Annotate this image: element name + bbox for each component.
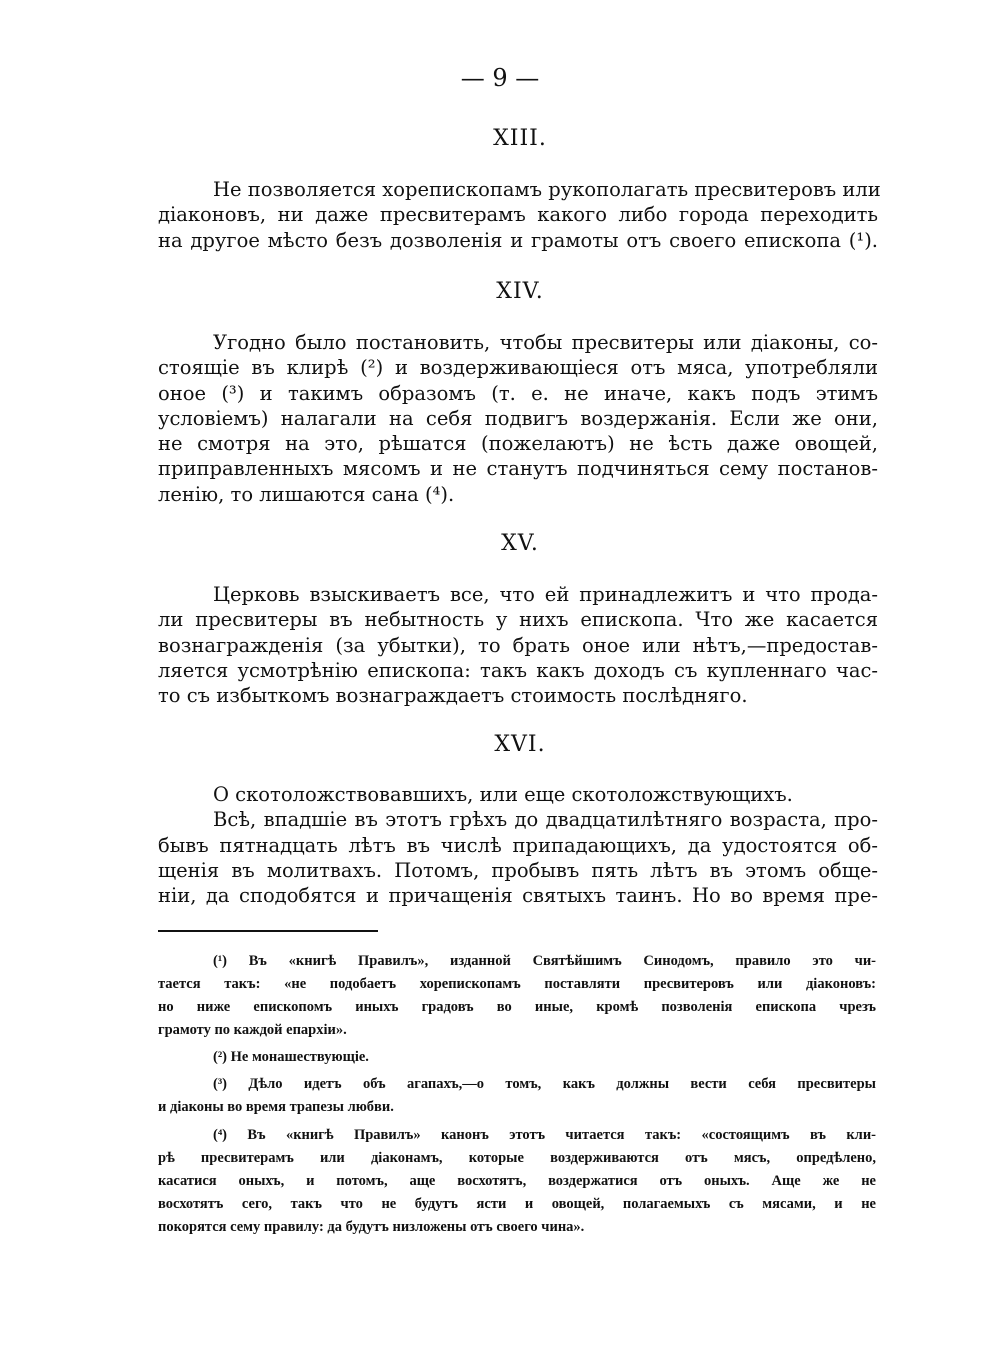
text-line: діаконовъ, ни даже пресвитерамъ какого либо города переходить (158, 203, 878, 227)
text-line: ленію, то лишаются сана (⁴). (158, 482, 455, 506)
footnote-1 (158, 950, 876, 1042)
footnote-line: (⁴) Въ «книгѣ Правилъ» канонъ этотъ читается такъ: «состоящимъ въ кли- (213, 1127, 876, 1143)
text-line: Не позволяется хорепископамъ рукополагать пресвитеровъ или (213, 178, 881, 201)
text-line: стоящіе въ клирѣ (²) и воздерживающіеся отъ мяса, употребляли (158, 356, 878, 380)
text-line: не смотря на это, рѣшатся (пожелаютъ) не ѣсть даже овощей, (158, 432, 878, 456)
section-heading: XIII. (493, 126, 547, 151)
section-heading: XV. (501, 531, 539, 556)
text-line: условіемъ) налагали на себя подвигъ воздержанія. Если же они, (158, 406, 878, 430)
text-line: бывъ пятнадцать лѣтъ въ числѣ припадающихъ, да удостоятся об- (158, 833, 878, 857)
section-heading: XVI. (494, 732, 546, 757)
footnote-line: грамоту по каждой епархіи». (158, 1022, 347, 1038)
text-line: вознагражденія (за убытки), то брать оное или нѣтъ,—предостав- (158, 633, 878, 657)
footnote-line: (²) Не монашествующіе. (213, 1049, 369, 1065)
text-line: Угодно было постановить, чтобы пресвитеры или діаконы, со- (213, 331, 878, 354)
text-line: ніи, да сподобятся и причащенія святыхъ таинъ. Но во время пре- (158, 884, 878, 908)
footnote-line: рѣ пресвитерамъ или діаконамъ, которые воздерживаются отъ мясъ, опредѣлено, (158, 1150, 876, 1166)
footnote-line: касатися оныхъ, и потомъ, аще восхотятъ, воздержатися отъ оныхъ. Аще же не (158, 1173, 876, 1189)
footnote-line: (¹) Въ «книгѣ Правилъ», изданной Святѣйшимъ Синодомъ, правило это чи- (213, 953, 876, 969)
text-line: ляется усмотрѣнію епископа: такъ какъ доходъ съ купленнаго час- (158, 658, 878, 682)
text-line: оное (³) и такимъ образомъ (т. е. не иначе, какъ подъ этимъ (158, 381, 878, 405)
text-line: приправленныхъ мясомъ и не станутъ подчиняться сему постанов- (158, 457, 878, 481)
footnote-line: восхотятъ сего, такъ что не будутъ ясти и овощей, полагаемыхъ съ мясами, и не (158, 1196, 876, 1212)
footnote-line: тается такъ: «не подобаетъ хорепископамъ поставляти пресвитеровъ или діаконовъ: (158, 976, 876, 992)
text-line: ли пресвитеры въ небытность у нихъ епископа. Что же касается (158, 608, 878, 632)
section-text (158, 782, 878, 908)
text-line: то съ избыткомъ вознаграждаетъ стоимость послѣдняго. (158, 684, 748, 708)
footnote-line: покорятся сему правилу: да будутъ низложены отъ своего чина». (158, 1219, 585, 1235)
footnote-2 (158, 1046, 876, 1069)
footnote-line: но ниже епископомъ иныхъ градовъ во иные, кромѣ позволенія епископа чрезъ (158, 999, 876, 1015)
section-heading: XIV. (496, 279, 544, 304)
footnote-line: (³) Дѣло идетъ объ агапахъ,—о томъ, какъ должны вести себя пресвитеры (213, 1076, 876, 1092)
section-text (158, 177, 881, 253)
text-line: Всѣ, впадшіе въ этотъ грѣхъ до двадцатилѣтняго возраста, про- (213, 808, 878, 832)
footnote-4 (158, 1124, 876, 1239)
text-line: Церковь взыскиваетъ все, что ей принадлежитъ и что прода- (213, 583, 878, 606)
footnote-divider (158, 930, 378, 932)
footnote-3 (158, 1073, 876, 1119)
section-text (158, 330, 878, 507)
section-text (158, 582, 878, 708)
text-line: щенія въ молитвахъ. Потомъ, пробывъ пять лѣтъ въ этомъ обще- (158, 858, 878, 882)
page-number: — 9 — (460, 64, 540, 92)
text-line: О скотоложствовавшихъ, или еще скотоложствующихъ. (213, 783, 793, 806)
text-line: на другое мѣсто безъ дозволенія и грамоты отъ своего епископа (¹). (158, 228, 878, 252)
footnote-line: и діаконы во время трапезы любви. (158, 1099, 394, 1115)
